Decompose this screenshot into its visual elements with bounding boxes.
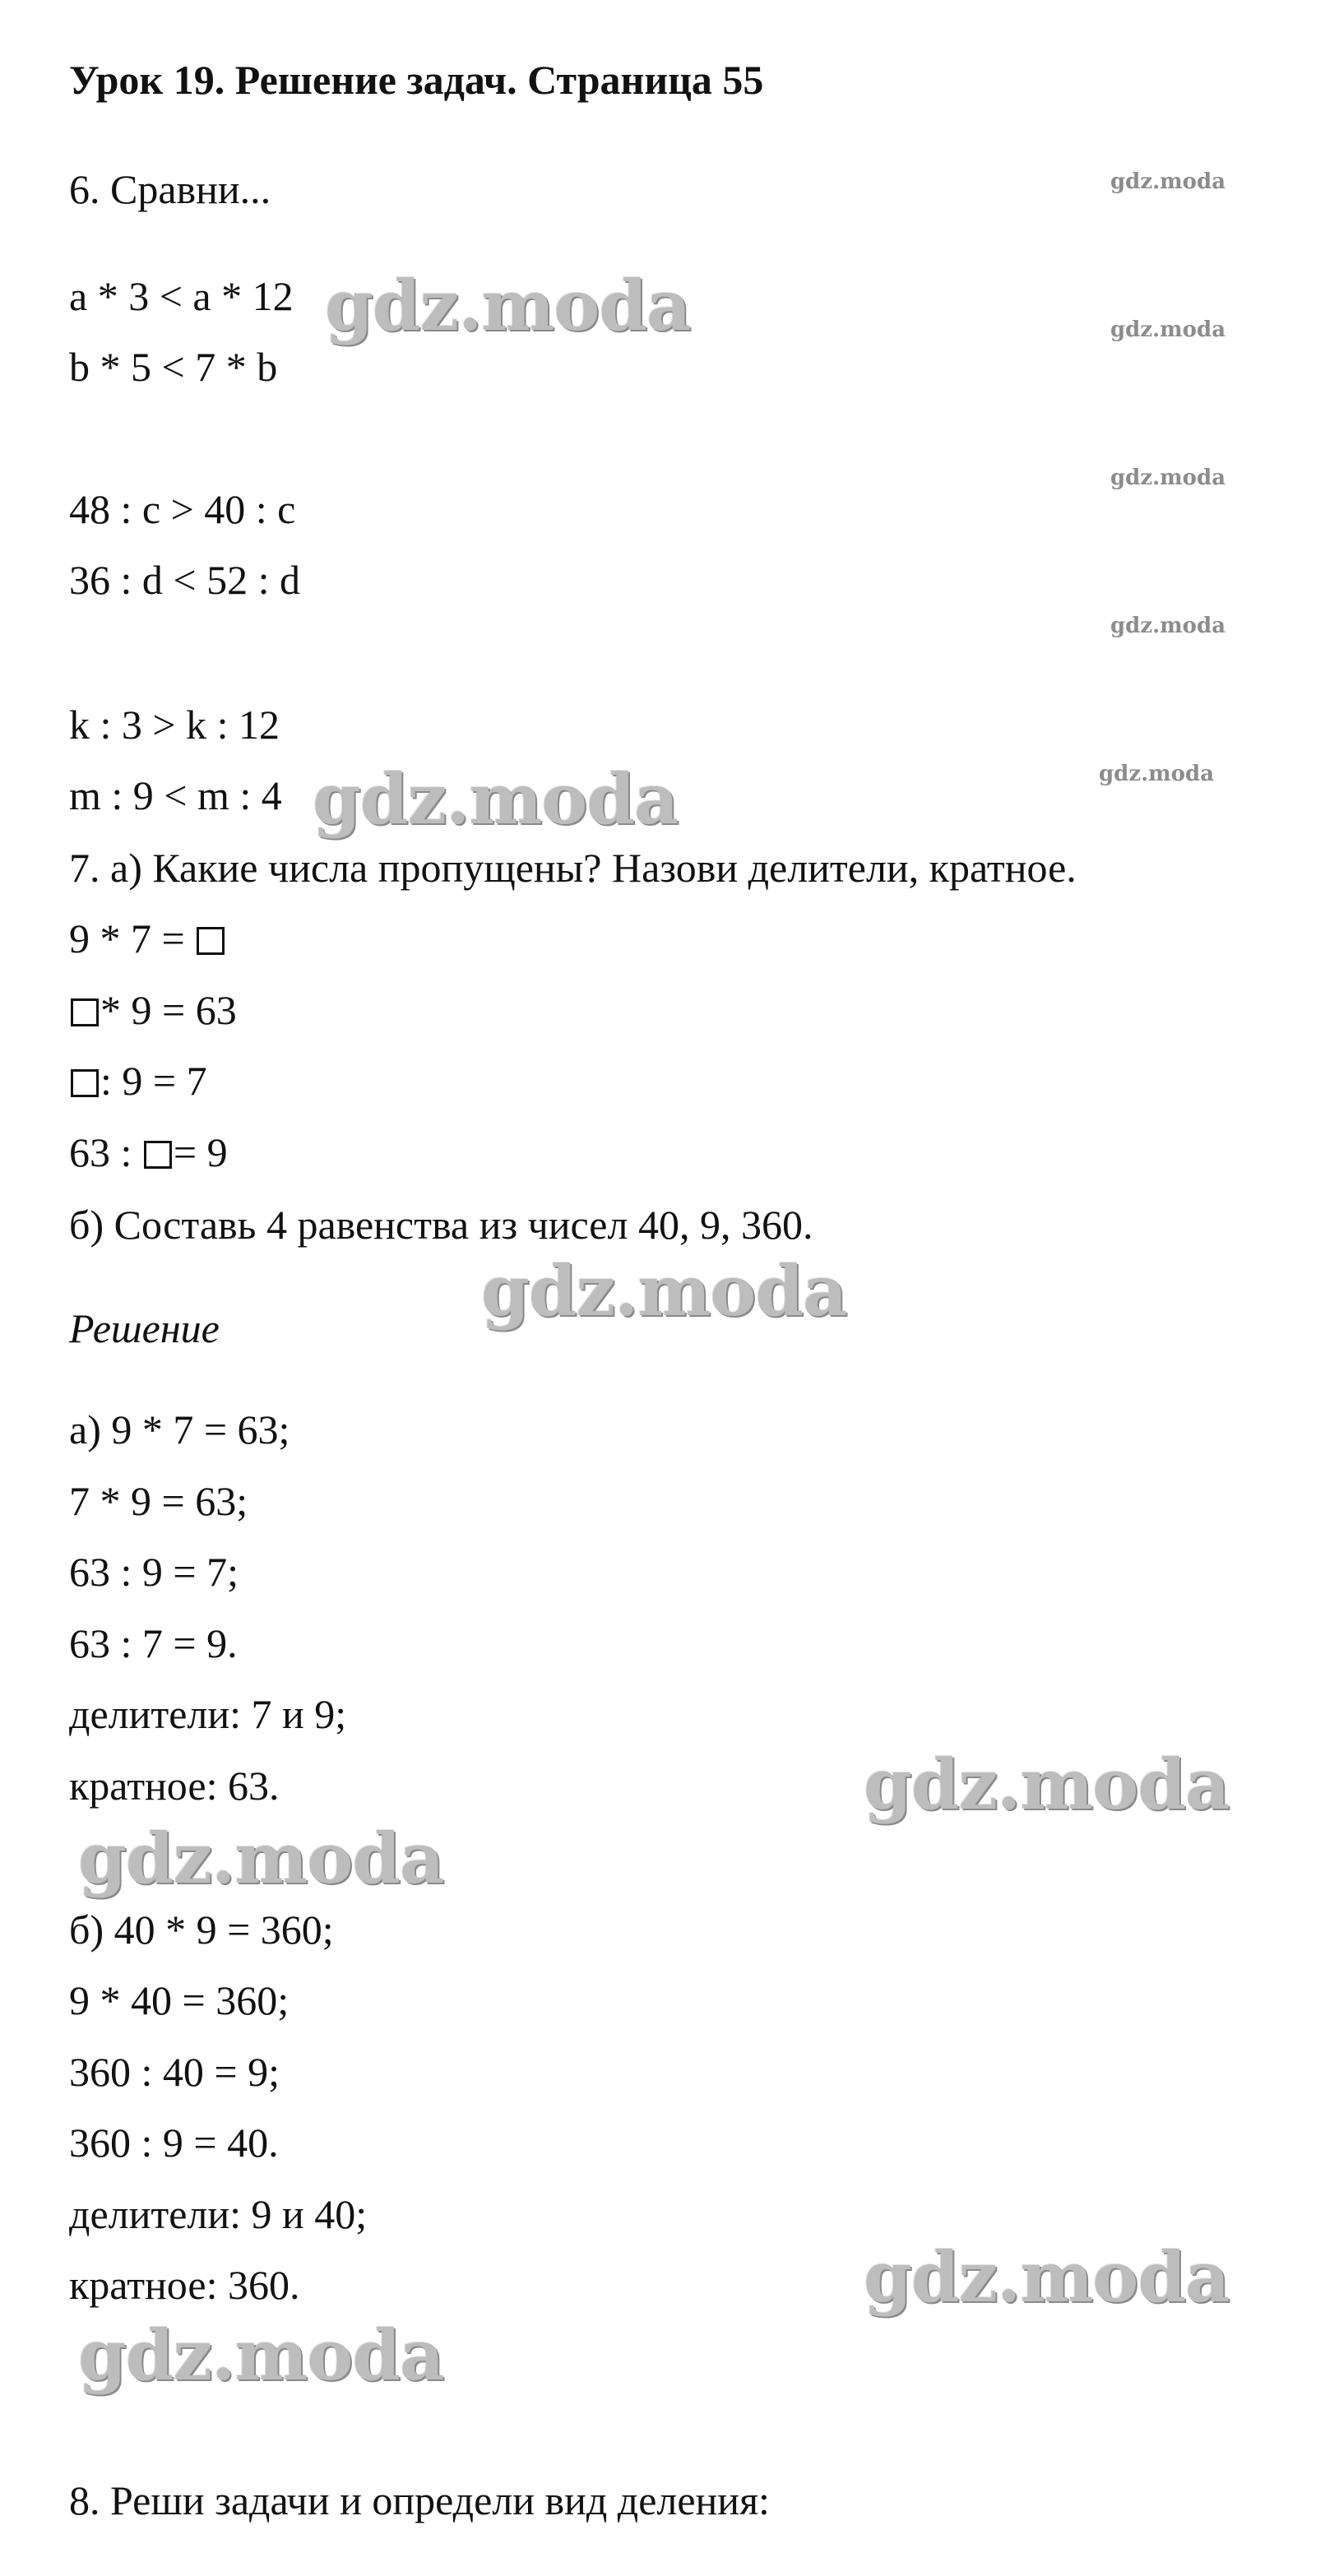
watermark-large: gdz.moda bbox=[864, 1744, 1230, 1825]
task-6-line: k : 3 > k : 12 bbox=[69, 702, 280, 748]
watermark-small: gdz.moda bbox=[1110, 317, 1226, 342]
page-title: Урок 19. Решение задач. Страница 55 bbox=[69, 57, 764, 103]
watermark-small: gdz.moda bbox=[1110, 614, 1226, 638]
solution-line: 360 : 9 = 40. bbox=[69, 2120, 279, 2166]
solution-line: 7 * 9 = 63; bbox=[69, 1478, 248, 1524]
solution-line: делители: 7 и 9; bbox=[69, 1691, 347, 1737]
equation-row bbox=[69, 1058, 207, 1104]
watermark-small: gdz.moda bbox=[1110, 169, 1226, 194]
watermark-large: gdz.moda bbox=[78, 2314, 444, 2396]
equation-row bbox=[69, 915, 226, 961]
task-7a-heading: 7. а) Какие числа пропущены? Назови делители, кратное. bbox=[69, 845, 1077, 891]
watermark-large: gdz.moda bbox=[78, 1818, 444, 1899]
solution-line: 63 : 9 = 7; bbox=[69, 1549, 239, 1595]
task-6-line: 48 : c > 40 : c bbox=[69, 486, 296, 532]
watermark-large: gdz.moda bbox=[325, 265, 691, 346]
equation-text: 9 * 7 = bbox=[69, 915, 185, 961]
solution-line: кратное: 63. bbox=[69, 1763, 280, 1809]
task-7b-heading: б) Составь 4 равенства из чисел 40, 9, 360. bbox=[69, 1202, 813, 1248]
solution-line: 63 : 7 = 9. bbox=[69, 1620, 238, 1666]
equation-text: : 9 = 7 bbox=[100, 1058, 207, 1104]
watermark-large: gdz.moda bbox=[481, 1250, 847, 1332]
equation-text: * 9 = 63 bbox=[100, 987, 237, 1033]
equation-text: = 9 bbox=[173, 1129, 228, 1175]
equation-text: 63 : bbox=[69, 1129, 132, 1175]
equation-row bbox=[69, 989, 237, 1031]
watermark-large: gdz.moda bbox=[313, 758, 679, 840]
solution-line: кратное: 360. bbox=[69, 2262, 300, 2308]
equation-row bbox=[69, 1129, 228, 1175]
solution-label: Решение bbox=[69, 1305, 220, 1351]
watermark-large: gdz.moda bbox=[864, 2236, 1230, 2318]
watermark-small: gdz.moda bbox=[1110, 466, 1226, 490]
task-6-line: 36 : d < 52 : d bbox=[69, 557, 300, 603]
watermark-small: gdz.moda bbox=[1099, 762, 1215, 786]
task-6-line: m : 9 < m : 4 bbox=[69, 772, 282, 818]
empty-box-icon bbox=[71, 998, 99, 1026]
task-6-line: b * 5 < 7 * b bbox=[69, 344, 278, 390]
solution-line: делители: 9 и 40; bbox=[69, 2191, 368, 2237]
empty-box-icon bbox=[144, 1141, 172, 1169]
solution-line: б) 40 * 9 = 360; bbox=[69, 1907, 334, 1953]
task-6-heading: 6. Сравни... bbox=[69, 166, 271, 212]
empty-box-icon bbox=[197, 927, 225, 955]
task-8-heading: 8. Реши задачи и определи вид деления: bbox=[69, 2477, 770, 2523]
solution-line: 9 * 40 = 360; bbox=[69, 1977, 290, 2023]
empty-box-icon bbox=[71, 1069, 99, 1097]
solution-line: а) 9 * 7 = 63; bbox=[69, 1406, 290, 1452]
solution-line: 360 : 40 = 9; bbox=[69, 2049, 280, 2095]
task-6-line: a * 3 < a * 12 bbox=[69, 273, 294, 319]
